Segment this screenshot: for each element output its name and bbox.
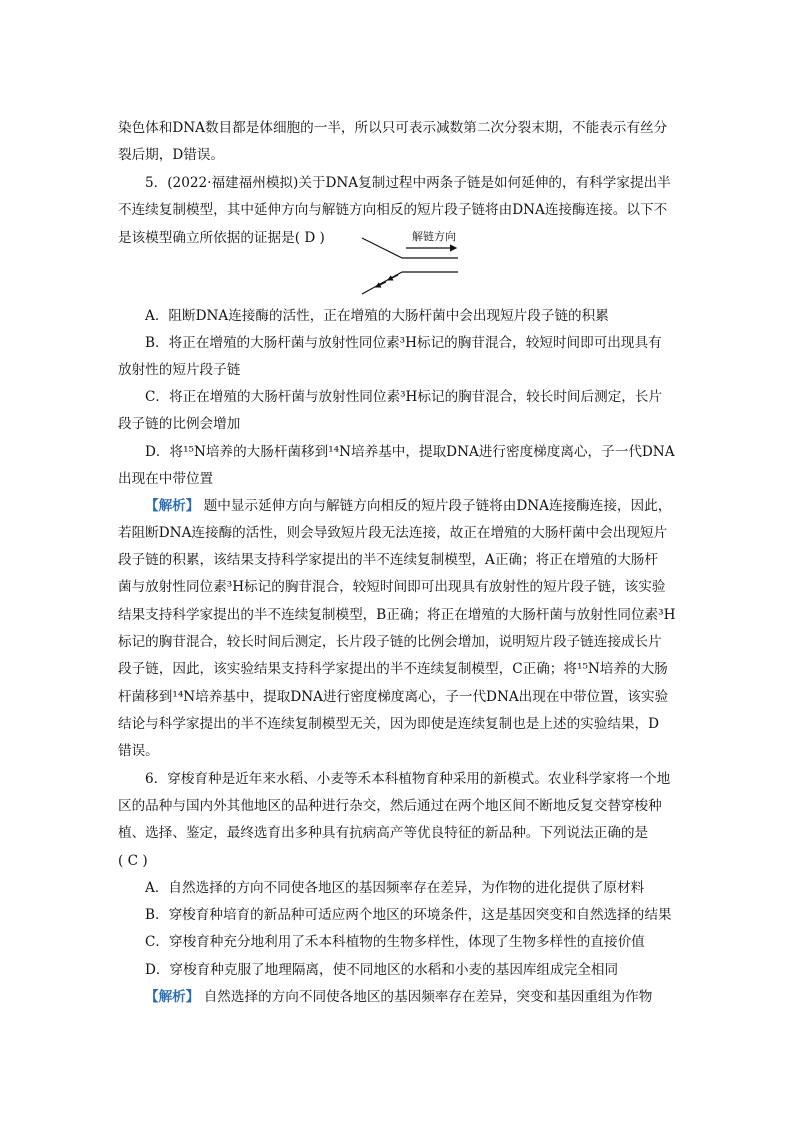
analysis-text: 自然选择的方向不同使各地区的基因频率存在差异，突变和基因重组为作物 [203, 989, 653, 1005]
option-d: 出现在中带位置 [118, 471, 214, 487]
analysis-line: 段子链的积累，该结果支持科学家提出的半不连续复制模型，A正确；将正在增殖的大肠杆 [118, 552, 658, 568]
option-b: B．将正在增殖的大肠杆菌与放射性同位素³H标记的胸苷混合，较短时间即可出现具有 [145, 335, 662, 351]
analysis-line: 结论与科学家提出的半不连续复制模型无关，因为即使是连续复制也是上述的实验结果，D [118, 716, 660, 732]
text-line: 裂后期，D错误。 [118, 147, 225, 163]
option-b: 放射性的短片段子链 [118, 362, 241, 378]
unwinding-direction-label: 解链方向 [412, 230, 456, 243]
text-line: 染色体和DNA数目都是体细胞的一半，所以只可表示减数第二次分裂末期，不能表示有丝分 [118, 120, 668, 136]
analysis-line: 错误。 [118, 743, 159, 759]
analysis-line [145, 497, 678, 515]
analysis-line: 杆菌移到¹⁴N培养基中，提取DNA进行密度梯度离心，子一代DNA出现在中带位置，该实验 [118, 689, 669, 705]
option-d: D．穿梭育种克服了地理隔离，使不同地区的水稻和小麦的基因库组成完全相同 [145, 962, 619, 978]
analysis-line: 段子链，因此，该实验结果支持科学家提出的半不连续复制模型，C正确；将¹⁵N培养的大肠 [118, 661, 668, 677]
analysis-text: 题中显示延伸方向与解链方向相反的短片段子链将由DNA连接酶连接，因此， [203, 498, 672, 514]
parental-strand-upper [362, 238, 402, 258]
okazaki-fragment [388, 275, 398, 280]
question-6-stem: 植、选择、鉴定，最终选育出多种具有抗病高产等优良特征的新品种。下列说法正确的是 [118, 825, 649, 841]
option-a: A．阻断DNA连接酶的活性，正在增殖的大肠杆菌中会出现短片段子链的积累 [145, 308, 609, 324]
analysis-line: 若阻断DNA连接酶的活性，则会导致短片段无法连接，故正在增殖的大肠杆菌中会出现短片 [118, 525, 668, 541]
question-6-stem: 区的品种与国内外其他地区的品种进行杂交，然后通过在两个地区间不断地反复交替穿梭种 [118, 798, 662, 814]
analysis-line: 结果支持科学家提出的半不连续复制模型，B正确；将正在增殖的大肠杆菌与放射性同位素³H [118, 607, 676, 623]
option-c: 段子链的比例会增加 [118, 416, 241, 432]
question-5-stem: 是该模型确立所依据的证据是( D ) [118, 230, 325, 246]
option-a: A．自然选择的方向不同使各地区的基因频率存在差异，为作物的进化提供了原材料 [145, 880, 645, 896]
question-5-stem: 5．(2022·福建福州模拟)关于DNA复制过程中两条子链是如何延伸的，有科学家提出半 [145, 175, 671, 191]
analysis-tag: 【解析】 [145, 498, 200, 514]
option-d: D．将¹⁵N培养的大肠杆菌移到¹⁴N培养基中，提取DNA进行密度梯度离心，子一代DNA [145, 444, 675, 460]
analysis-tag: 【解析】 [145, 989, 200, 1005]
question-6-stem: ( C ) [118, 853, 148, 869]
question-5-stem: 不连续复制模型，其中延伸方向与解链方向相反的短片段子链将由DNA连接酶连接。以下不 [118, 202, 668, 218]
dna-replication-diagram [356, 228, 464, 298]
option-c: C．将正在增殖的大肠杆菌与放射性同位素³H标记的胸苷混合，较长时间后测定，长片 [145, 389, 663, 405]
question-6-stem: 6．穿梭育种是近年来水稻、小麦等禾本科植物育种采用的新模式。农业科学家将一个地 [145, 771, 671, 787]
analysis-line: 菌与放射性同位素³H标记的胸苷混合，较短时间即可出现具有放射性的短片段子链，该实验 [118, 579, 666, 595]
option-b: B．穿梭育种培育的新品种可适应两个地区的环境条件，这是基因突变和自然选择的结果 [145, 907, 672, 923]
parental-strand-lower [362, 272, 402, 294]
okazaki-fragment [376, 282, 386, 287]
analysis-line: 标记的胸苷混合，较长时间后测定，长片段子链的比例会增加，说明短片段子链连接成长片 [118, 634, 662, 650]
option-c: C．穿梭育种充分地利用了禾本科植物的生物多样性，体现了生物多样性的直接价值 [145, 934, 645, 950]
analysis-line [145, 988, 678, 1006]
